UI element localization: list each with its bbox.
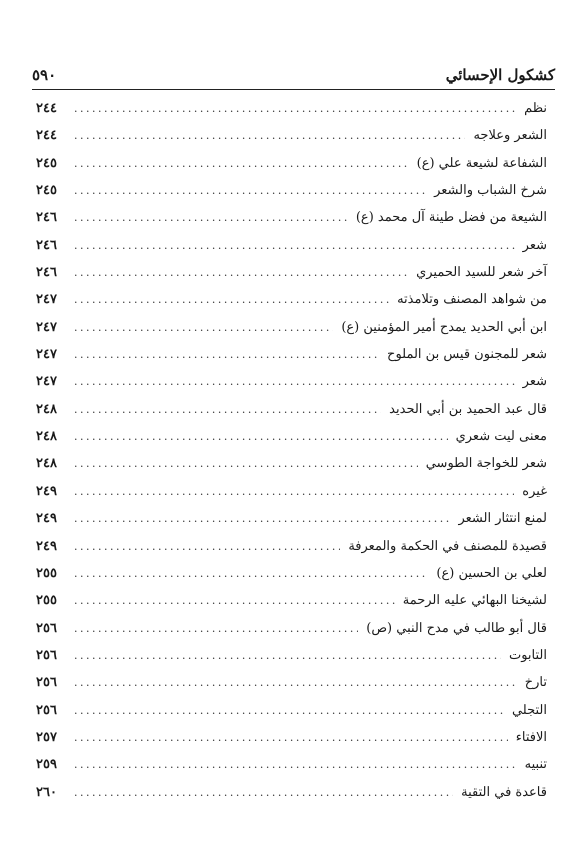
toc-entry-page: ٢٦٠ <box>36 784 57 800</box>
dot-leader <box>74 150 409 177</box>
toc-entry <box>36 669 547 696</box>
dot-leader <box>74 450 418 477</box>
dot-leader <box>74 587 395 614</box>
toc-entry <box>36 450 547 477</box>
toc-entry-title: من شواهد المصنف وتلامذته <box>397 292 547 308</box>
toc-entry <box>36 286 547 313</box>
dot-leader <box>74 396 381 423</box>
dot-leader <box>74 669 517 696</box>
toc-entry-title: الشفاعة لشيعة علي (ع) <box>416 155 547 171</box>
toc-entry-title: نظم <box>524 101 547 116</box>
dot-leader <box>74 259 408 286</box>
toc-entry <box>36 560 547 587</box>
toc-entry-page: ٢٤٦ <box>36 237 57 253</box>
toc-entry-page: ٢٥٥ <box>36 593 57 609</box>
toc-entry <box>36 177 547 204</box>
toc-entry <box>36 751 547 778</box>
toc-entry-title: قصيدة للمصنف في الحكمة والمعرفة <box>348 538 547 554</box>
toc-entry-title: شعر <box>522 374 547 390</box>
toc-entry <box>36 122 547 149</box>
toc-entry-page: ٢٤٩ <box>36 511 57 527</box>
toc-entry-page: ٢٤٥ <box>36 183 57 199</box>
toc-entry-page: ٢٥٥ <box>36 565 57 581</box>
toc-entry-title: آخر شعر للسيد الحميري <box>416 265 547 281</box>
toc-entry-page: ٢٤٧ <box>36 374 57 390</box>
table-of-contents <box>36 95 547 806</box>
toc-entry-page: ٢٤٩ <box>36 483 57 499</box>
dot-leader <box>74 615 358 642</box>
dot-leader <box>74 95 516 122</box>
dot-leader <box>74 505 450 532</box>
dot-leader <box>74 560 428 587</box>
toc-entry-title: الافتاء <box>515 729 547 745</box>
toc-entry-page: ٢٤٦ <box>36 265 57 281</box>
toc-entry-title: شعر للمجنون قيس بن الملوح <box>387 347 547 363</box>
toc-entry <box>36 95 547 122</box>
toc-entry-page: ٢٥٦ <box>36 647 57 663</box>
toc-entry-page: ٢٤٥ <box>36 155 57 171</box>
toc-entry-page: ٢٤٨ <box>36 456 57 472</box>
toc-entry-page: ٢٥٧ <box>36 729 57 745</box>
dot-leader <box>74 232 515 259</box>
page-header <box>32 62 555 84</box>
toc-entry <box>36 341 547 368</box>
toc-entry-title: معنى ليت شعري <box>455 429 547 445</box>
toc-entry-title: تارخ <box>524 675 547 691</box>
toc-entry-title: لمنع انتثار الشعر <box>458 511 547 527</box>
toc-entry <box>36 204 547 231</box>
toc-entry <box>36 779 547 806</box>
toc-entry-title: لعلي بن الحسين (ع) <box>436 565 547 581</box>
toc-entry-page: ٢٤٨ <box>36 429 57 445</box>
dot-leader <box>74 204 348 231</box>
toc-entry-title: قاعدة في التقية <box>461 784 547 800</box>
toc-entry-page: ٢٤٨ <box>36 401 57 417</box>
toc-entry-title: قال أبو طالب في مدح النبي (ص) <box>366 620 547 636</box>
toc-entry-page: ٢٤٩ <box>36 538 57 554</box>
dot-leader <box>74 314 333 341</box>
toc-entry <box>36 697 547 724</box>
toc-entry <box>36 505 547 532</box>
toc-entry <box>36 314 547 341</box>
header-rule <box>32 89 555 90</box>
dot-leader <box>74 286 389 313</box>
toc-entry <box>36 587 547 614</box>
toc-entry-title: شعر للخواجة الطوسي <box>425 456 547 472</box>
toc-entry <box>36 478 547 505</box>
dot-leader <box>74 177 426 204</box>
dot-leader <box>74 368 515 395</box>
dot-leader <box>74 533 340 560</box>
toc-entry-title: قال عبد الحميد بن أبي الحديد <box>389 401 547 417</box>
toc-entry-page: ٢٤٧ <box>36 347 57 363</box>
dot-leader <box>74 779 453 806</box>
toc-entry-page: ٢٥٦ <box>36 702 57 718</box>
toc-entry <box>36 724 547 751</box>
running-title: كشكول الإحسائي <box>445 66 555 84</box>
toc-entry-title: التجلي <box>511 702 547 718</box>
toc-entry-title: الشعر وعلاجه <box>473 128 547 144</box>
toc-entry-page: ٢٤٧ <box>36 319 57 335</box>
page-number: ٥٩٠ <box>32 66 57 84</box>
toc-entry <box>36 396 547 423</box>
toc-entry-title: التابوت <box>508 647 547 663</box>
toc-entry-page: ٢٥٩ <box>36 757 57 773</box>
toc-entry <box>36 423 547 450</box>
toc-entry-title: ابن أبي الحديد يمدح أمير المؤمنين (ع) <box>341 319 547 335</box>
toc-entry-page: ٢٤٧ <box>36 292 57 308</box>
toc-entry <box>36 232 547 259</box>
toc-entry <box>36 533 547 560</box>
toc-entry-page: ٢٥٦ <box>36 675 57 691</box>
dot-leader <box>74 478 514 505</box>
toc-entry-title: لشيخنا البهائي عليه الرحمة <box>402 593 547 609</box>
toc-entry <box>36 150 547 177</box>
toc-entry-page: ٢٤٦ <box>36 210 57 226</box>
dot-leader <box>74 341 379 368</box>
toc-entry <box>36 615 547 642</box>
toc-entry-title: الشيعة من فضل طينة آل محمد (ع) <box>355 210 547 226</box>
toc-entry <box>36 642 547 669</box>
dot-leader <box>74 751 517 778</box>
toc-entry-page: ٢٥٦ <box>36 620 57 636</box>
dot-leader <box>74 724 508 751</box>
toc-entry <box>36 368 547 395</box>
dot-leader <box>74 642 501 669</box>
toc-entry <box>36 259 547 286</box>
toc-entry-page: ٢٤٤ <box>36 101 57 116</box>
toc-entry-title: تنبيه <box>524 757 547 773</box>
toc-entry-title: شرخ الشباب والشعر <box>434 183 547 199</box>
toc-entry-title: شعر <box>522 237 547 253</box>
toc-entry-page: ٢٤٤ <box>36 128 57 144</box>
dot-leader <box>74 697 504 724</box>
dot-leader <box>74 122 465 149</box>
toc-entry-title: غيره <box>522 483 547 499</box>
dot-leader <box>74 423 448 450</box>
